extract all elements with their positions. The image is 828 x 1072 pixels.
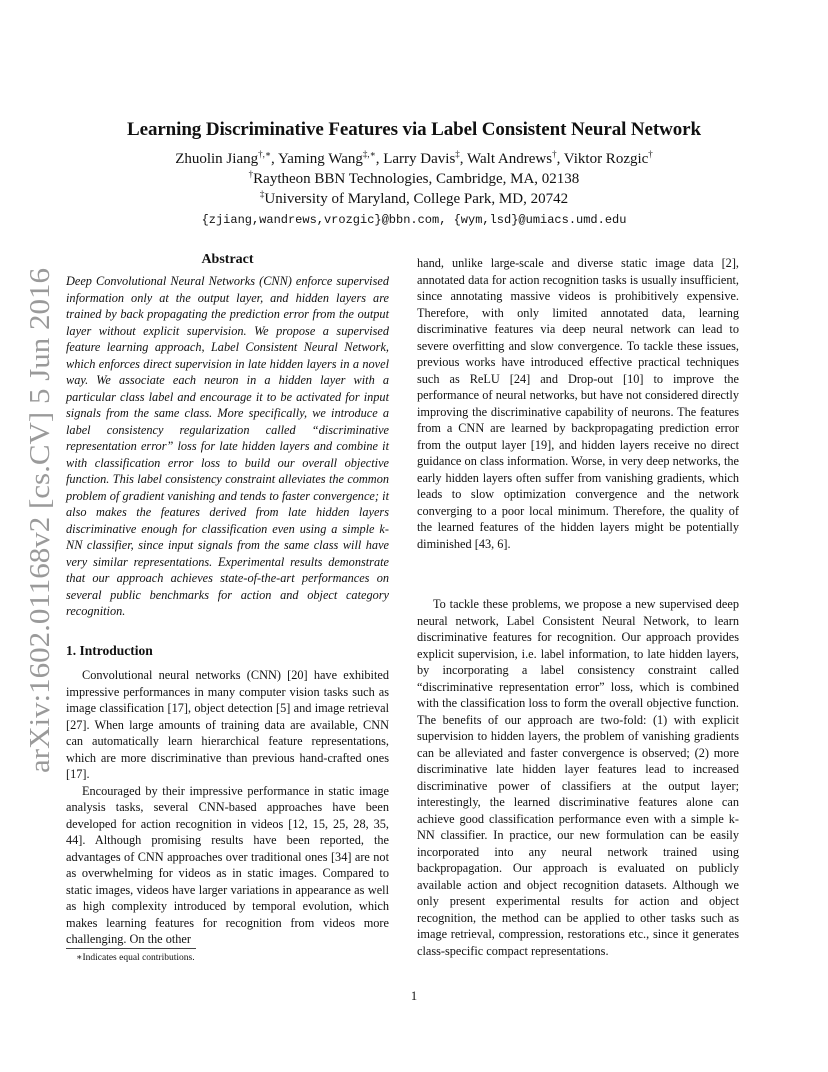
author-mark: ‡,∗ [362, 149, 376, 159]
author-name: Zhuolin Jiang [175, 151, 259, 167]
paragraph: To tackle these problems, we propose a new supervised deep neural network, Label Consistent Neural Network, to learn discriminative features for recognition. Our approach provides explicit supervision, i.e. label information, to late hidden layers, by incorporating a label consistency constraint called “discriminative representation error” loss, which is combined with the classification loss to form the overall objective function. The benefits of our approach are two-fold: (1) with explicit supervision to hidden layers, the problem of vanishing gradients can be alleviated and faster convergence is observed; (2) more discriminative late hidden layer features lead to increased discriminative power of classifiers at the output layer; interestingly, the learned discriminative features alone can achieve good classification performance even with a simple k-NN classifier. In practice, our new formulation can be easily incorporated into any neural network trained using backpropagation. Our approach is evaluated on publicly available action and object recognition datasets. Although we only present experimental results for action and object recognition, the method can be applied to other tasks such as image retrieval, compression, restorations etc., since it generates class-specific compact representations. [417, 597, 739, 958]
paragraph: hand, unlike large-scale and diverse static image data [2], annotated data for action recognition tasks is usually insufficient, since annotating massive videos is prohibitively expensive. Therefore, with only limited annotated data, learning discriminative features via deep neural network can lead to severe overfitting and slow convergence. To tackle these issues, previous works have introduced effective practical techniques such as ReLU [24] and Drop-out [10] to improve the performance of neural networks, but have not considered directly improving the discriminative capability of neurons. The features from a CNN are learned by backpropagating prediction error from the output layer [19], and hidden layers receive no direct guidance on class information. Worse, in very deep networks, the early hidden layers often suffer from vanishing gradients, which leads to slow optimization convergence and the network converging to a poor local minimum. Therefore, the quality of the learned features of the hidden layers might be potentially diminished [43, 6]. [417, 256, 739, 551]
abstract-heading: Abstract [201, 252, 254, 267]
author-emails: {zjiang,wandrews,vrozgic}@bbn.com, {wym,lsd}@umiacs.umd.edu [201, 213, 627, 227]
author-line: Zhuolin Jiang†,∗, Yaming Wang‡,∗, Larry Davis‡, Walt Andrews†, Viktor Rozgic† [175, 149, 653, 167]
affiliation-text: University of Maryland, College Park, MD, 20742 [264, 191, 569, 207]
footnote-rule [66, 948, 196, 949]
paragraph: Encouraged by their impressive performance in static image analysis tasks, several CNN-based approaches have been developed for action recognition in videos [12, 15, 25, 28, 35, 44]. Although promising results have been reported, the advantages of CNN approaches over traditional ones [34] are not as overwhelming for videos as in static images. Compared to static images, videos have larger variations in appearance as well as high complexity introduced by temporal evolution, which makes learning features for recognition from videos more challenging. On the other [66, 783, 389, 946]
author-mark: †,∗ [258, 149, 271, 159]
right-column-paragraph-1 [417, 255, 739, 552]
affiliation-text: Raytheon BBN Technologies, Cambridge, MA, 02138 [253, 171, 580, 187]
author-mark: ‡ [455, 149, 460, 159]
affiliation-mark: † [248, 169, 254, 179]
section-heading-introduction: 1. Introduction [66, 643, 153, 658]
abstract-body [66, 273, 389, 620]
introduction-body [66, 667, 389, 948]
author-mark: † [648, 149, 653, 159]
affiliation-1 [0, 171, 828, 188]
footnote: ∗Indicates equal contributions. [76, 953, 195, 963]
arxiv-stamp-text: arXiv:1602.01168v2 [cs.CV] 5 Jun 2016 [25, 308, 56, 773]
arxiv-stamp [16, 268, 56, 773]
author-name: Larry Davis [383, 151, 456, 167]
affiliation-2 [0, 191, 828, 208]
affiliation-mark: ‡ [259, 189, 265, 199]
paragraph: Convolutional neural networks (CNN) [20] have exhibited impressive performances in many computer vision tasks such as image classification [17], object detection [5] and image retrieval [27]. When large amounts of training data are available, CNN can automatically learn hierarchical feature representations, which are more discriminative than previous hand-crafted ones [17]. [66, 668, 389, 781]
author-mark: † [552, 149, 557, 159]
author-name: Walt Andrews [467, 151, 553, 167]
paper-title: Learning Discriminative Features via Label Consistent Neural Network [127, 119, 701, 140]
abstract-text: Deep Convolutional Neural Networks (CNN) enforce supervised information only at the output layer, and hidden layers are trained by back propagating the prediction error from the output layer without explicit supervision. We propose a supervised feature learning approach, Label Consistent Neural Network, which enforces direct supervision in late hidden layers in a novel way. We associate each neuron in a hidden layer with a particular class label and encourage it to be activated for input signals from the same class. More specifically, we introduce a label consistency regularization called “discriminative representation error” loss for late hidden layers and combine it with classification error loss to build our overall objective function. This label consistency constraint alleviates the common problem of gradient vanishing and tends to faster convergence; it also makes the features derived from late hidden layers discriminative enough for classification even using a simple k-NN classifier, since input signals from the same class will have very similar representations. Experimental results demonstrate that our approach achieves state-of-the-art performances on several public benchmarks for action and object category recognition. [66, 274, 389, 618]
page-number: 1 [410, 989, 418, 1003]
author-name: Viktor Rozgic [563, 151, 649, 167]
right-column-paragraph-2 [417, 596, 739, 959]
author-name: Yaming Wang [277, 151, 363, 167]
